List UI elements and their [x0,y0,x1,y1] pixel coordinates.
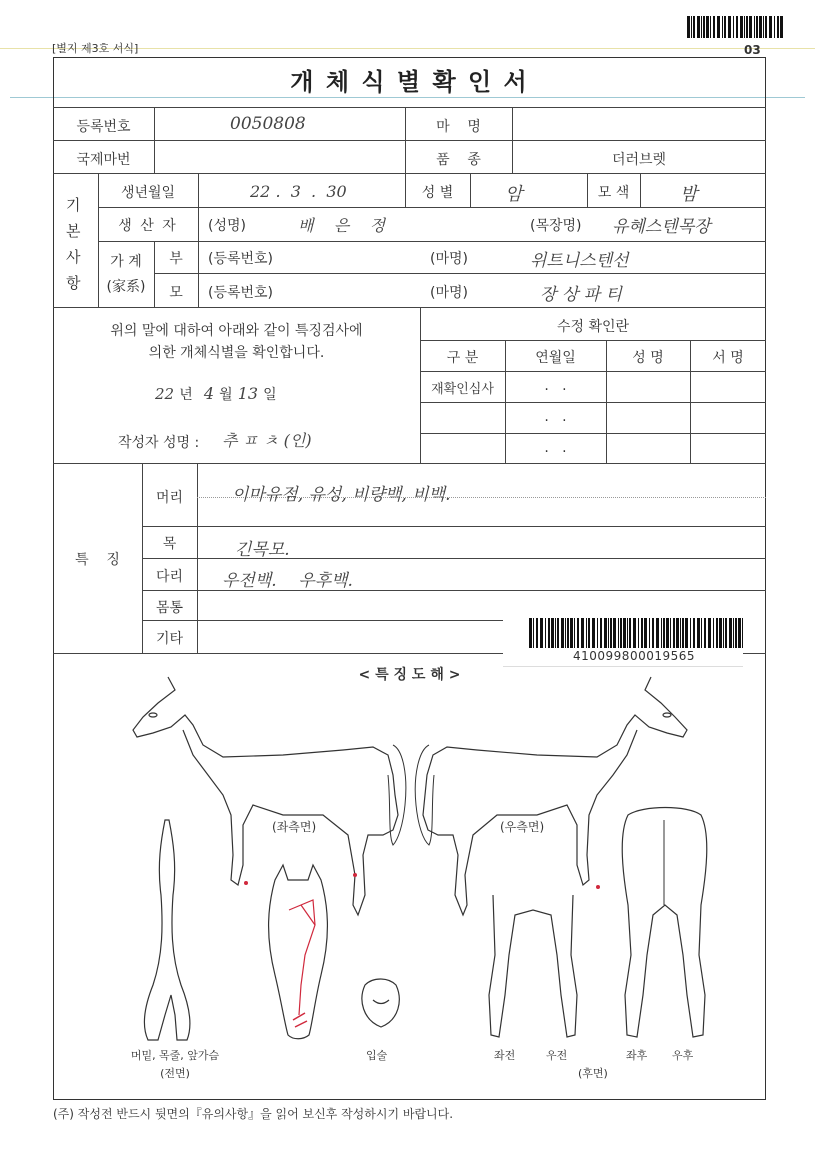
barcode-bar [690,618,691,648]
barcode-bar [588,618,590,648]
barcode-bar [592,618,595,648]
feature-label-other: 기타 [155,631,184,647]
barcode-bar [666,618,669,648]
barcode-bar [533,618,534,648]
feature-label-body: 몸통 [155,600,184,616]
barcode-bar [641,618,643,648]
revision-row-date: . . [544,440,567,456]
barcode-bar [706,16,709,38]
barcode-bar [551,618,554,648]
marking-left-fore [353,873,357,877]
intl-no-label: 국제마번 [76,152,131,168]
revision-row-date: . . [544,409,567,425]
barcode-bar [577,618,579,648]
barcode-bar [693,16,695,38]
barcode-bar [717,16,720,38]
confirm-date: 22 년 4 월 13 일 [155,384,277,403]
muzzle-view [362,979,399,1027]
muzzle-label: 입술 [366,1049,388,1062]
sire-label: 부 [169,251,183,267]
reg-no-value: 0050808 [230,114,306,134]
basic-section-char: 사 [66,248,81,266]
producer-label: 생 산 자 [118,218,178,234]
barcode-bar [744,16,745,38]
feature-value-legs: 우전백. 우후백. [222,571,353,591]
forelegs-view [489,895,577,1037]
reg-no-label: 등록번호 [76,119,131,135]
barcode-bar [604,618,607,648]
barcode-bar [701,16,702,38]
fore-right-label: 우전 [546,1049,568,1062]
basic-section-label [66,192,86,296]
barcode-bar [756,16,758,38]
breed-label: 품 종 [436,152,481,168]
family-label: 가 계 [110,254,142,270]
barcode-bar [623,618,626,648]
barcode-bar [561,618,564,648]
barcode-bar [724,16,726,38]
producer-name-label: (성명) [208,218,246,234]
barcode-bar [687,16,690,38]
barcode-bar [733,16,734,38]
front-label: 머밑, 목줄, 앞가슴 [130,1049,220,1062]
hind-right-label: 우후 [672,1049,694,1062]
dam-name-label: (마명) [430,285,468,301]
front-view-horse [144,820,189,1040]
barcode-bar [620,618,622,648]
barcode-bar [759,16,762,38]
fore-left-label: 좌전 [494,1049,516,1062]
revision-header-sign: 서 명 [712,350,744,366]
head-front-view [269,865,328,1039]
statement-line2: 의한 개체식별을 확인합니다. [148,345,325,361]
statement-line1: 위의 말에 대하여 아래와 같이 특징검사에 [110,323,363,339]
barcode-bar [697,618,700,648]
feature-value-head: 이마유점, 유성, 비량백, 비백. [232,485,451,505]
feature-label-legs: 다리 [155,569,184,585]
diagram-title: < 특 징 도 해 > [358,667,461,683]
sex-value: 암 [505,184,523,205]
barcode-bar [729,618,732,648]
revision-row-type: 재확인심사 [431,382,494,397]
barcode-bar [710,16,711,38]
barcode-bar [716,618,718,648]
barcode-bar [656,618,659,648]
barcode-bar [742,618,743,648]
barcode-bar [661,618,662,648]
barcode-bar [613,618,616,648]
hind-left-label: 좌후 [626,1049,648,1062]
dam-reg-label: (등록번호) [208,285,274,301]
barcode-bar [555,618,556,648]
birth-value: 22 . 3 . 30 [250,182,347,201]
feature-label-neck: 목 [162,536,177,552]
barcode-bar [629,618,631,648]
footer-note: (주) 작성전 반드시 뒷면의『유의사항』을 읽어 보신후 작성하시기 바랍니다. [53,1107,454,1121]
barcode-bar [697,16,700,38]
revision-title: 수정 확인란 [556,319,630,335]
horse-diagram [53,655,766,1100]
basic-section-char: 본 [66,222,81,240]
barcode-bar [545,618,546,648]
form-label: [별지 제3호 서식] [52,42,139,55]
barcode-bar [769,16,772,38]
barcode-bar [701,618,702,648]
barcode-bar [548,618,550,648]
sire-name-label: (마명) [430,251,468,267]
barcode-bar [682,618,684,648]
barcode-bar [574,618,575,648]
barcode-bar [680,618,681,648]
family-label-hanja: (家系) [106,279,146,295]
barcode-bar [618,618,619,648]
barcode-bar [597,618,598,648]
revision-row-date: . . [544,378,567,394]
revision-header-date: 연월일 [535,350,576,366]
rear-view-horse [622,808,707,1038]
marking-right-fore [596,885,600,889]
barcode-bar [586,618,587,648]
barcode-bar [644,618,647,648]
barcode-bar [685,618,688,648]
barcode-bar [780,16,783,38]
dam-label: 모 [169,285,183,301]
barcode-bar [749,16,752,38]
barcode-bar [704,618,706,648]
barcode-bar [673,618,675,648]
color-label: 모 색 [597,185,630,201]
horse-name-label: 마 명 [436,119,481,135]
barcode-bar [728,16,731,38]
right-side-label: (우측면) [500,820,545,834]
barcode-bar [670,618,671,648]
barcode-bar [649,618,650,648]
sex-label: 성 별 [421,185,454,201]
marking-left-hind [244,881,248,885]
barcode-bar [529,618,532,648]
revision-header-name: 성 명 [632,350,664,366]
front-sub-label: (전면) [160,1067,190,1080]
barcode-bar [723,618,724,648]
barcode-number: 410099800019565 [573,649,696,663]
feature-label-head: 머리 [155,490,184,506]
birth-label: 생년월일 [120,185,176,201]
barcode-bar [633,618,636,648]
barcode-bar [600,618,602,648]
color-value: 밤 [680,184,698,205]
writer-signature: 추 ㅍ ㅊ (인) [222,431,312,450]
top-barcode [687,16,785,38]
basic-section-char: 항 [66,274,81,292]
barcode-bar [765,16,767,38]
barcode-bar [746,16,748,38]
page-number: 03 [744,43,761,57]
barcode-bar [754,16,755,38]
sticker-barcode [529,618,745,648]
producer-name-value: 배 은 정 [298,216,386,235]
barcode-bar [663,618,665,648]
farm-label: (목장명) [530,218,582,234]
revision-header-type: 구 분 [446,350,479,366]
barcode-bar [540,618,543,648]
barcode-bar [733,618,734,648]
barcode-bar [567,618,569,648]
barcode-bar [652,618,654,648]
barcode-bar [740,16,743,38]
barcode-bar [608,618,609,648]
sire-reg-label: (등록번호) [208,251,274,267]
barcode-bar [735,618,737,648]
barcode-bar [738,618,741,648]
right-side-horse [415,677,687,915]
farm-value: 유혜스텐목장 [612,217,711,237]
barcode-bar [722,16,723,38]
barcode-bar [610,618,612,648]
barcode-bar [777,16,779,38]
barcode-bar [719,618,722,648]
barcode-bar [691,16,692,38]
features-section-label: 특 징 [75,552,120,568]
barcode-bar [736,16,738,38]
sire-name-value: 위트니스텐선 [530,251,629,271]
dam-name-value: 장 상 파 티 [540,285,622,305]
barcode-bar [581,618,584,648]
rear-label: (후면) [578,1067,608,1080]
barcode-bar [708,618,711,648]
barcode-bar [627,618,628,648]
barcode-bar [565,618,566,648]
barcode-bar [763,16,764,38]
barcode-bar [557,618,559,648]
barcode-bar [676,618,679,648]
barcode-bar [713,618,714,648]
barcode-bar [536,618,538,648]
barcode-bar [713,16,715,38]
barcode-bar [638,618,639,648]
feature-value-neck: 긴목모. [235,540,290,560]
basic-section-char: 기 [66,196,81,214]
left-side-label: (좌측면) [272,820,317,834]
barcode-bar [570,618,573,648]
breed-value: 더러브렛 [611,152,667,168]
writer-label: 작성자 성명 : [118,435,200,451]
barcode-bar [774,16,775,38]
page-title: 개 체 식 별 확 인 서 [290,68,529,96]
barcode-bar [725,618,727,648]
barcode-bar [693,618,695,648]
barcode-bar [703,16,705,38]
